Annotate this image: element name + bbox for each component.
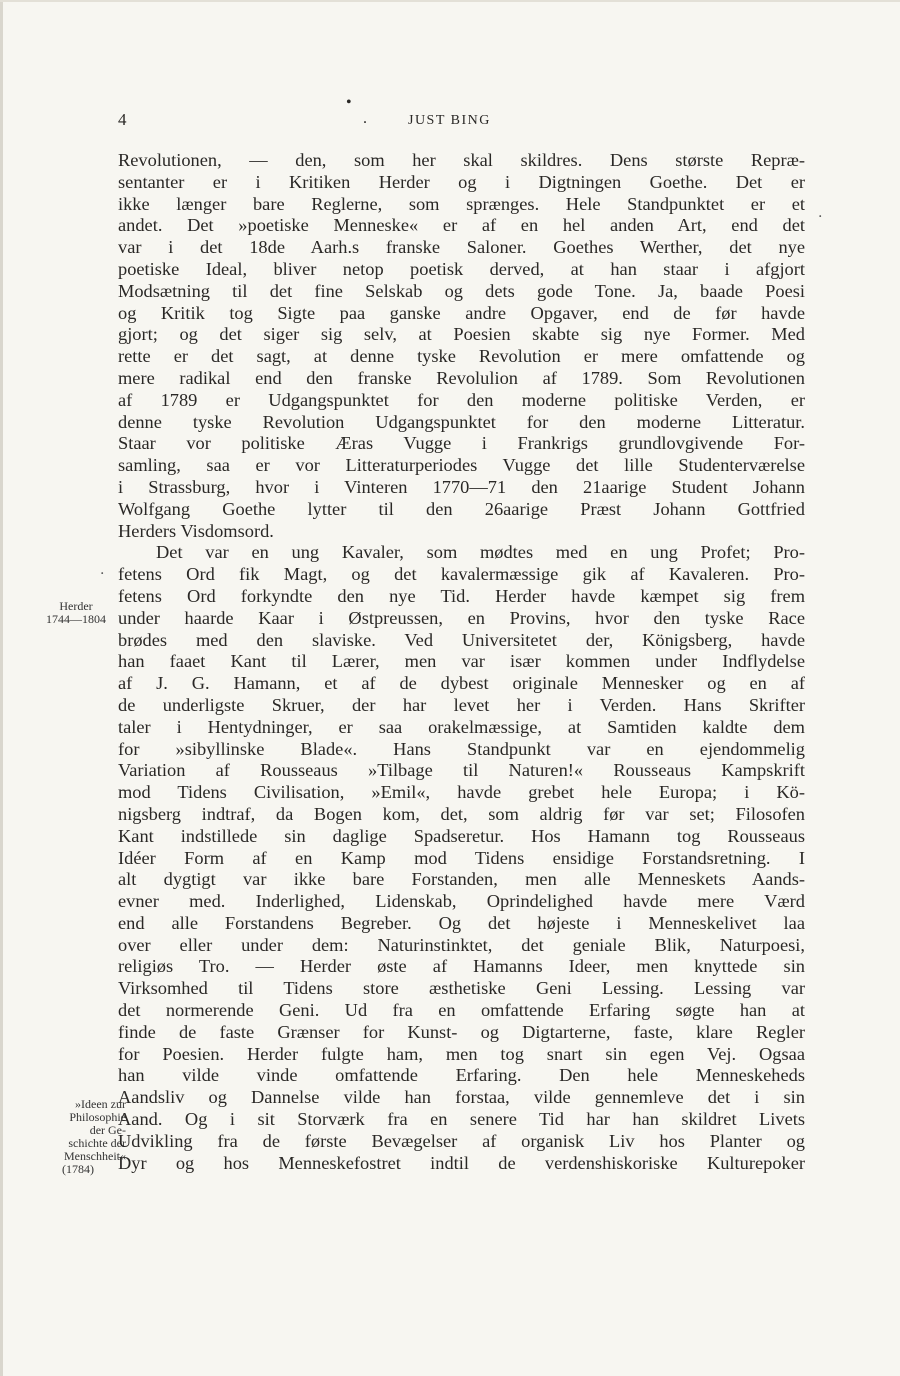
margin-note-line: Menschheit« <box>64 1149 126 1163</box>
text-line: samling, saa er vor Litteraturperiodes Vugge det lille Studenterværelse <box>118 455 805 476</box>
text-line: Wolfgang Goethe lytter til den 26aarige Præst Johann Gottfried <box>118 498 805 519</box>
margin-note-line: »Ideen zur <box>75 1097 126 1111</box>
text-line: brødes med den slaviske. Ved Universitetet der, Königsberg, havde <box>118 629 805 650</box>
text-line: end alle Forstandens Begreber. Og det højeste i Menneskelivet laa <box>118 912 805 933</box>
text-line: Variation af Rousseaus »Tilbage til Naturen!« Rousseaus Kampskrift <box>118 760 805 781</box>
page-edge-top <box>0 0 900 2</box>
text-line: og Kritik tog Sigte paa ganske andre Opgaver, end de før havde <box>118 302 805 323</box>
text-line: rette er det sagt, at denne tyske Revolution er mere omfattende og <box>118 346 805 367</box>
text-line: over eller under dem: Naturinstinktet, det geniale Blik, Naturpoesi, <box>118 934 805 955</box>
text-line: nigsberg indtraf, da Bogen kom, det, som aldrig før var set; Filosofen <box>118 803 805 824</box>
margin-note-line: Herder <box>59 599 93 613</box>
page-edge <box>0 0 3 1376</box>
text-line: Staar vor politiske Æras Vugge i Frankrigs grundlovgivende For- <box>118 433 805 454</box>
ink-speck: · <box>100 566 105 582</box>
text-line: religiøs Tro. — Herder øste af Hamanns Ideer, men knyttede sin <box>118 956 805 977</box>
margin-note-line: schichte der <box>68 1136 126 1150</box>
text-line: Modsætning til det fine Selskab og dets gode Tone. Ja, baade Poesi <box>118 280 805 301</box>
margin-note-line: 1744—1804 <box>46 612 106 626</box>
text-line: poetiske Ideal, bliver netop poetisk derved, at han staar i afgjort <box>118 258 805 279</box>
text-line: fetens Ord fik Magt, og det kavalermæssige gik af Kavaleren. Pro- <box>118 564 805 585</box>
text-line: Aand. Og i sit Storværk fra en senere Tid har han skildret Livets <box>118 1109 805 1130</box>
text-line: denne tyske Revolution Udgangspunktet for den moderne Litteratur. <box>118 411 805 432</box>
text-line: andet. Det »poetiske Menneske« er af en hel anden Art, end det <box>118 215 805 236</box>
text-line: Revolutionen, — den, som her skal skildres. Dens største Repræ- <box>118 150 805 170</box>
text-line: mod Tidens Civilisation, »Emil«, havde grebet hele Europa; i Kö- <box>118 782 805 803</box>
text-line: det normerende Geni. Ud fra en omfattende Erfaring søgte han at <box>118 1000 805 1021</box>
ink-speck: . <box>363 110 367 127</box>
text-line: for »sibyllinske Blade«. Hans Standpunkt var en ejendommelig <box>118 738 805 759</box>
page-number: 4 <box>118 110 127 129</box>
text-line: de underligste Skruer, der har levet her i Verden. Hans Skrifter <box>118 694 805 715</box>
text-line: Herders Visdomsord. <box>118 520 274 541</box>
text-line: taler i Hentydninger, er saa orakelmæssige, at Samtiden kaldte dem <box>118 716 805 737</box>
text-line: Idéer Form af en Kamp mod Tidens ensidige Forstandsretning. I <box>118 847 805 868</box>
page-header <box>118 94 808 134</box>
margin-note-line: Philosophie <box>69 1110 126 1124</box>
running-head: JUST BING <box>408 113 491 128</box>
text-line: ikke længer bare Reglerne, som sprænges. Hele Standpunktet er et <box>118 193 805 214</box>
text-line: af J. G. Hamann, et af de dybest originale Mennesker og en af <box>118 673 805 694</box>
text-line: af 1789 er Udgangspunktet for den moderne politiske Verden, er <box>118 389 805 410</box>
text-line: evner med. Inderlighed, Lidenskab, Oprindelighed havde mere Værd <box>118 891 805 912</box>
margin-note-line: (1784) <box>62 1162 94 1176</box>
text-line: Virksomhed til Tidens store æsthetiske Geni Lessing. Lessing var <box>118 978 805 999</box>
text-line: gjort; og det siger sig selv, at Poesien skabte sig nye Former. Med <box>118 324 805 345</box>
text-line: fetens Ord forkyndte den nye Tid. Herder havde kæmpet sig frem <box>118 585 805 606</box>
ink-speck: • <box>346 94 352 111</box>
text-line: han vilde vinde omfattende Erfaring. Den hele Menneskeheds <box>118 1065 805 1086</box>
text-line: Udvikling fra de første Bevægelser af organisk Liv hos Planter og <box>118 1130 805 1151</box>
text-line: under haarde Kaar i Østpreussen, en Provins, hvor den tyske Race <box>118 607 805 628</box>
body-text <box>118 150 805 1174</box>
text-line: sentanter er i Kritiken Herder og i Digtningen Goethe. Det er <box>118 171 805 192</box>
text-line: mere radikal end den franske Revolulion af 1789. Som Revolutionen <box>118 367 805 388</box>
text-line: alt dygtigt var ikke bare Forstanden, men alle Menneskets Aands- <box>118 869 805 890</box>
text-line: Kant indstillede sin daglige Spadseretur. Hos Hamann tog Rousseaus <box>118 825 805 846</box>
text-line: i Strassburg, hvor i Vinteren 1770—71 den 21aarige Student Johann <box>118 476 805 497</box>
margin-note-herder <box>40 600 112 626</box>
text-line: Det var en ung Kavaler, som mødtes med en ung Profet; Pro- <box>156 542 805 563</box>
text-line: var i det 18de Aarh.s franske Saloner. Goethes Werther, det nye <box>118 237 805 258</box>
text-line: han faaet Kant til Lærer, men var især kommen under Indflydelse <box>118 651 805 672</box>
text-line: for Poesien. Herder fulgte ham, men tog snart sin egen Vej. Ogsaa <box>118 1043 805 1064</box>
ink-speck: . <box>818 205 823 221</box>
margin-note-ideen <box>30 1098 126 1176</box>
text-line: Dyr og hos Menneskefostret indtil de verdenshiskoriske Kulturepoker <box>118 1152 805 1173</box>
text-line: finde de faste Grænser for Kunst- og Digtarterne, faste, klare Regler <box>118 1021 805 1042</box>
margin-note-line: der Ge- <box>89 1123 126 1137</box>
text-line: Aandsliv og Dannelse vilde han forstaa, vilde gennemleve det i sin <box>118 1087 805 1108</box>
